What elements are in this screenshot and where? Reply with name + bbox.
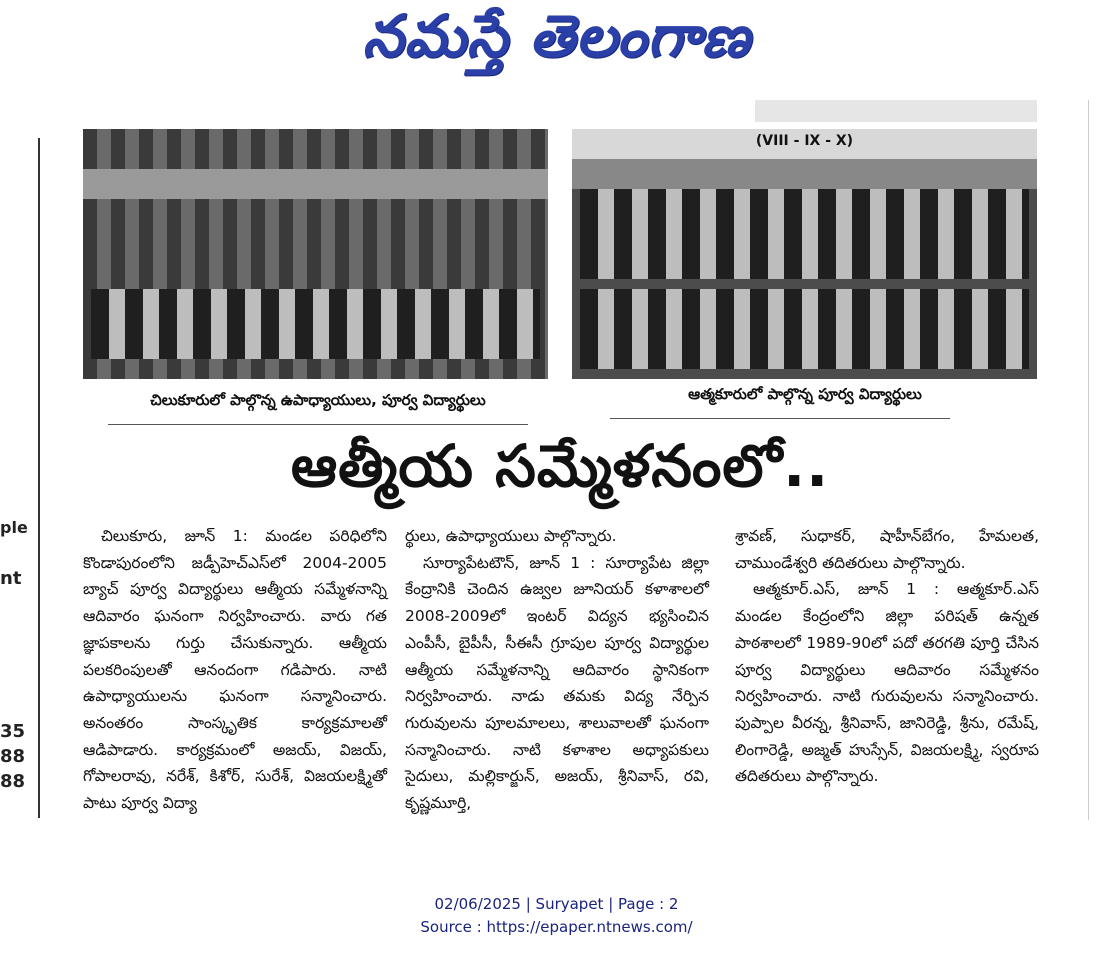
article-headline: ఆత్మీయ సమ్మేళనంలో.. [290, 432, 830, 500]
strip-fragment: nt [0, 568, 22, 589]
caption-rule-right [610, 418, 950, 419]
group-people [91, 289, 540, 359]
adjacent-article-strip-right [1088, 100, 1113, 820]
photo-caption-left: చిలుకూరులో పాల్గొన్న ఉపాధ్యాయులు, పూర్వ విద్యార్థులు [150, 391, 486, 409]
masthead [0, 0, 1113, 90]
strip-fragment: 88 [0, 746, 26, 767]
group-people-front [580, 289, 1029, 369]
photo-chilukur-gathering [83, 129, 548, 379]
article-column-2 [405, 523, 709, 817]
article-column-3 [735, 523, 1039, 790]
photo-caption-right: ఆత్మకూరులో పాల్గొన్న పూర్వ విద్యార్థులు [688, 385, 922, 403]
photo-banner-text: (VIII - IX - X) [755, 133, 854, 149]
article-column-1 [83, 523, 387, 817]
footer-source-line: Source : https://epaper.ntnews.com/ [420, 918, 693, 936]
stage-decoration [83, 169, 548, 199]
strip-fragment: 88 [0, 771, 26, 792]
strip-fragment: ple [0, 518, 28, 537]
adjacent-article-strip-left [0, 138, 40, 818]
column-paragraph: చిలుకూరు, జూన్ 1: మండల పరిధిలోని కొండాపురంలోని జడ్పీహెచ్ఎస్‌లో 2004-2005 బ్యాచ్ పూర్వ విద్యార్థులు ఆత్మీయ సమ్మేళనాన్ని ఆదివారం ఘనంగా నిర్వహించారు. వారు గత జ్ఞాపకాలను గుర్తు చేసుకున్నారు. ఆత్మీయ పలకరింపులతో ఆనందంగా గడిపారు. నాటి ఉపాధ్యాయులను ఘనంగా సన్మానించారు. అనంతరం సాంస్కృతిక కార్యక్రమాలతో ఆడిపాడారు. కార్యక్రమంలో అజయ్, విజయ్, గోపాలరావు, నరేశ్, కిశోర్, సురేశ్, విజయలక్ష్మితో పాటు పూర్వ విద్యా [83, 527, 387, 813]
column-paragraph: ర్థులు, ఉపాధ్యాయులు పాల్గొన్నారు. [405, 527, 617, 545]
column-paragraph: శ్రావణ్, సుధాకర్, షాహీన్‌బేగం, హేమలత, చాముండేశ్వరి తదితరులు పాల్గొన్నారు. [735, 527, 1039, 572]
strip-fragment: 35 [0, 721, 26, 742]
group-people-back [580, 189, 1029, 279]
caption-rule-left [108, 424, 528, 425]
top-gray-strip [755, 100, 1037, 122]
photo-atmakur-gathering [572, 129, 1037, 379]
footer-date-line: 02/06/2025 | Suryapet | Page : 2 [434, 895, 679, 913]
column-paragraph: సూర్యాపేటటౌన్, జూన్ 1 : సూర్యాపేట జిల్లా కేంద్రానికి చెందిన ఉజ్వల జూనియర్ కళాశాలలో 2008-2009లో ఇంటర్ విద్యన భ్యసించిన ఎంపీసీ, బైపీసీ, సీఈసీ గ్రూపుల పూర్వ విద్యార్థుల ఆత్మీయ సమ్మేళనాన్ని ఆదివారం స్థానికంగా నిర్వహించారు. నాడు తమకు విద్య నేర్పిన గురువులను పూలమాలలు, శాలువాలతో ఘనంగా సన్మానించారు. నాటి కళాశాల అధ్యాపకులు సైదులు, మల్లికార్జున్, అజయ్, శ్రీనివాస్, రవి, కృష్ణమూర్తి, [405, 553, 709, 813]
column-paragraph: ఆత్మకూర్.ఎస్, జూన్ 1 : ఆత్మకూర్.ఎస్ మండల కేంద్రంలోని జిల్లా పరిషత్ ఉన్నత పాఠశాలలో 1989-90లో పదో తరగతి పూర్తి చేసిన పూర్వ విద్యార్థులు ఆదివారం సమ్మేళనం నిర్వహించారు. నాటి గురువులను సన్మానించారు. పుప్పాల వీరన్న, శ్రీనివాస్, జానిరెడ్డి, శ్రీను, రమేష్, లింగారెడ్డి, అజ్మత్ హుస్సేన్, విజయలక్ష్మి, స్వరూప తదితరులు పాల్గొన్నారు. [735, 580, 1039, 786]
newspaper-logo: నమస్తే తెలంగాణ [362, 2, 751, 70]
